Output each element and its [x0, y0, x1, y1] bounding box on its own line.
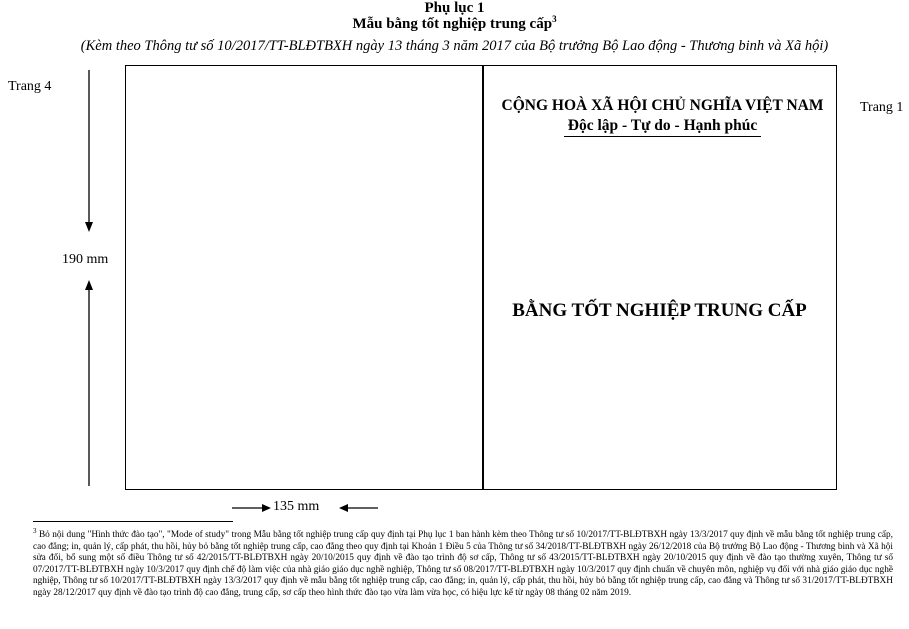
footnote: [33, 526, 893, 599]
national-motto: [490, 117, 835, 135]
height-dimension-label: 190 mm: [62, 252, 109, 267]
national-motto-text: Độc lập - Tự do - Hạnh phúc: [564, 117, 761, 137]
page4-label: Trang 4: [8, 79, 52, 94]
footnote-separator: [33, 521, 233, 522]
fold-divider: [482, 65, 484, 490]
footnote-ref: 3: [552, 14, 557, 24]
width-dimension-label: 135 mm: [273, 499, 320, 514]
document-title-text: Mẫu bằng tốt nghiệp trung cấp: [352, 16, 553, 32]
document-subtitle: (Kèm theo Thông tư số 10/2017/TT-BLĐTBXH ngày 13 tháng 3 năm 2017 của Bộ trưởng Bộ Lao động - Thương binh và Xã hội): [80, 38, 829, 54]
width-arrowhead-right: [262, 504, 271, 512]
height-arrowhead-down: [85, 222, 93, 232]
certificate-title: BẰNG TỐT NGHIỆP TRUNG CẤP: [512, 300, 807, 321]
footnote-text: Bỏ nội dung "Hình thức đào tạo", "Mode of study" trong Mẫu bằng tốt nghiệp trung cấp quy định tại Phụ lục 1 ban hành kèm theo Thông tư số 10/2017/TT-BLĐTBXH ngày 13/3/2017 quy định về mẫu bằng tốt nghiệp trung cấp, cao đẳng; in, quản lý, cấp phát, thu hồi, hủy bỏ bằng tốt nghiệp trung cấp, cao đẳng theo quy định tại Khoản 1 Điều 5 của Thông tư số 34/2018/TT-BLĐTBXH ngày 26/12/2018 của Bộ trưởng Bộ Lao động - Thương binh và Xã hội sửa đổi, bổ sung một số điều Thông tư số 42/2015/TT-BLĐTBXH ngày 20/10/2015 quy định về đào tạo trình độ sơ cấp, Thông tư số 43/2015/TT-BLĐTBXH ngày 20/10/2015 quy định về đào tạo thường xuyên, Thông tư số 07/2017/TT-BLĐTBXH ngày 10/3/2017 quy định chế độ làm việc của nhà giáo giáo dục nghề nghiệp, Thông tư số 08/2017/TT-BLĐTBXH ngày 10/3/2017 quy định chuẩn về chuyên môn, nghiệp vụ đối với nhà giáo giáo dục nghề nghiệp, Thông tư số 10/2017/TT-BLĐTBXH ngày 13/3/2017 quy định về mẫu bằng tốt nghiệp trung cấp, cao đẳng; in, quản lý, cấp phát, thu hồi, hủy bỏ bằng tốt nghiệp trung cấp, cao đẳng và Thông tư số 31/2017/TT-BLĐTBXH ngày 28/12/2017 quy định về đào tạo trình độ cao đẳng, trung cấp, sơ cấp theo hình thức đào tạo vừa làm vừa học, có hiệu lực kể từ ngày 08 tháng 02 năm 2019.: [33, 530, 893, 598]
national-name: CỘNG HOÀ XÃ HỘI CHỦ NGHĨA VIỆT NAM: [501, 97, 824, 114]
footnote-marker: 3: [33, 526, 37, 535]
page1-label: Trang 1: [860, 100, 904, 115]
height-arrowhead-up: [85, 280, 93, 290]
appendix-heading: Phụ lục 1: [424, 0, 485, 16]
width-arrowhead-left: [339, 504, 348, 512]
